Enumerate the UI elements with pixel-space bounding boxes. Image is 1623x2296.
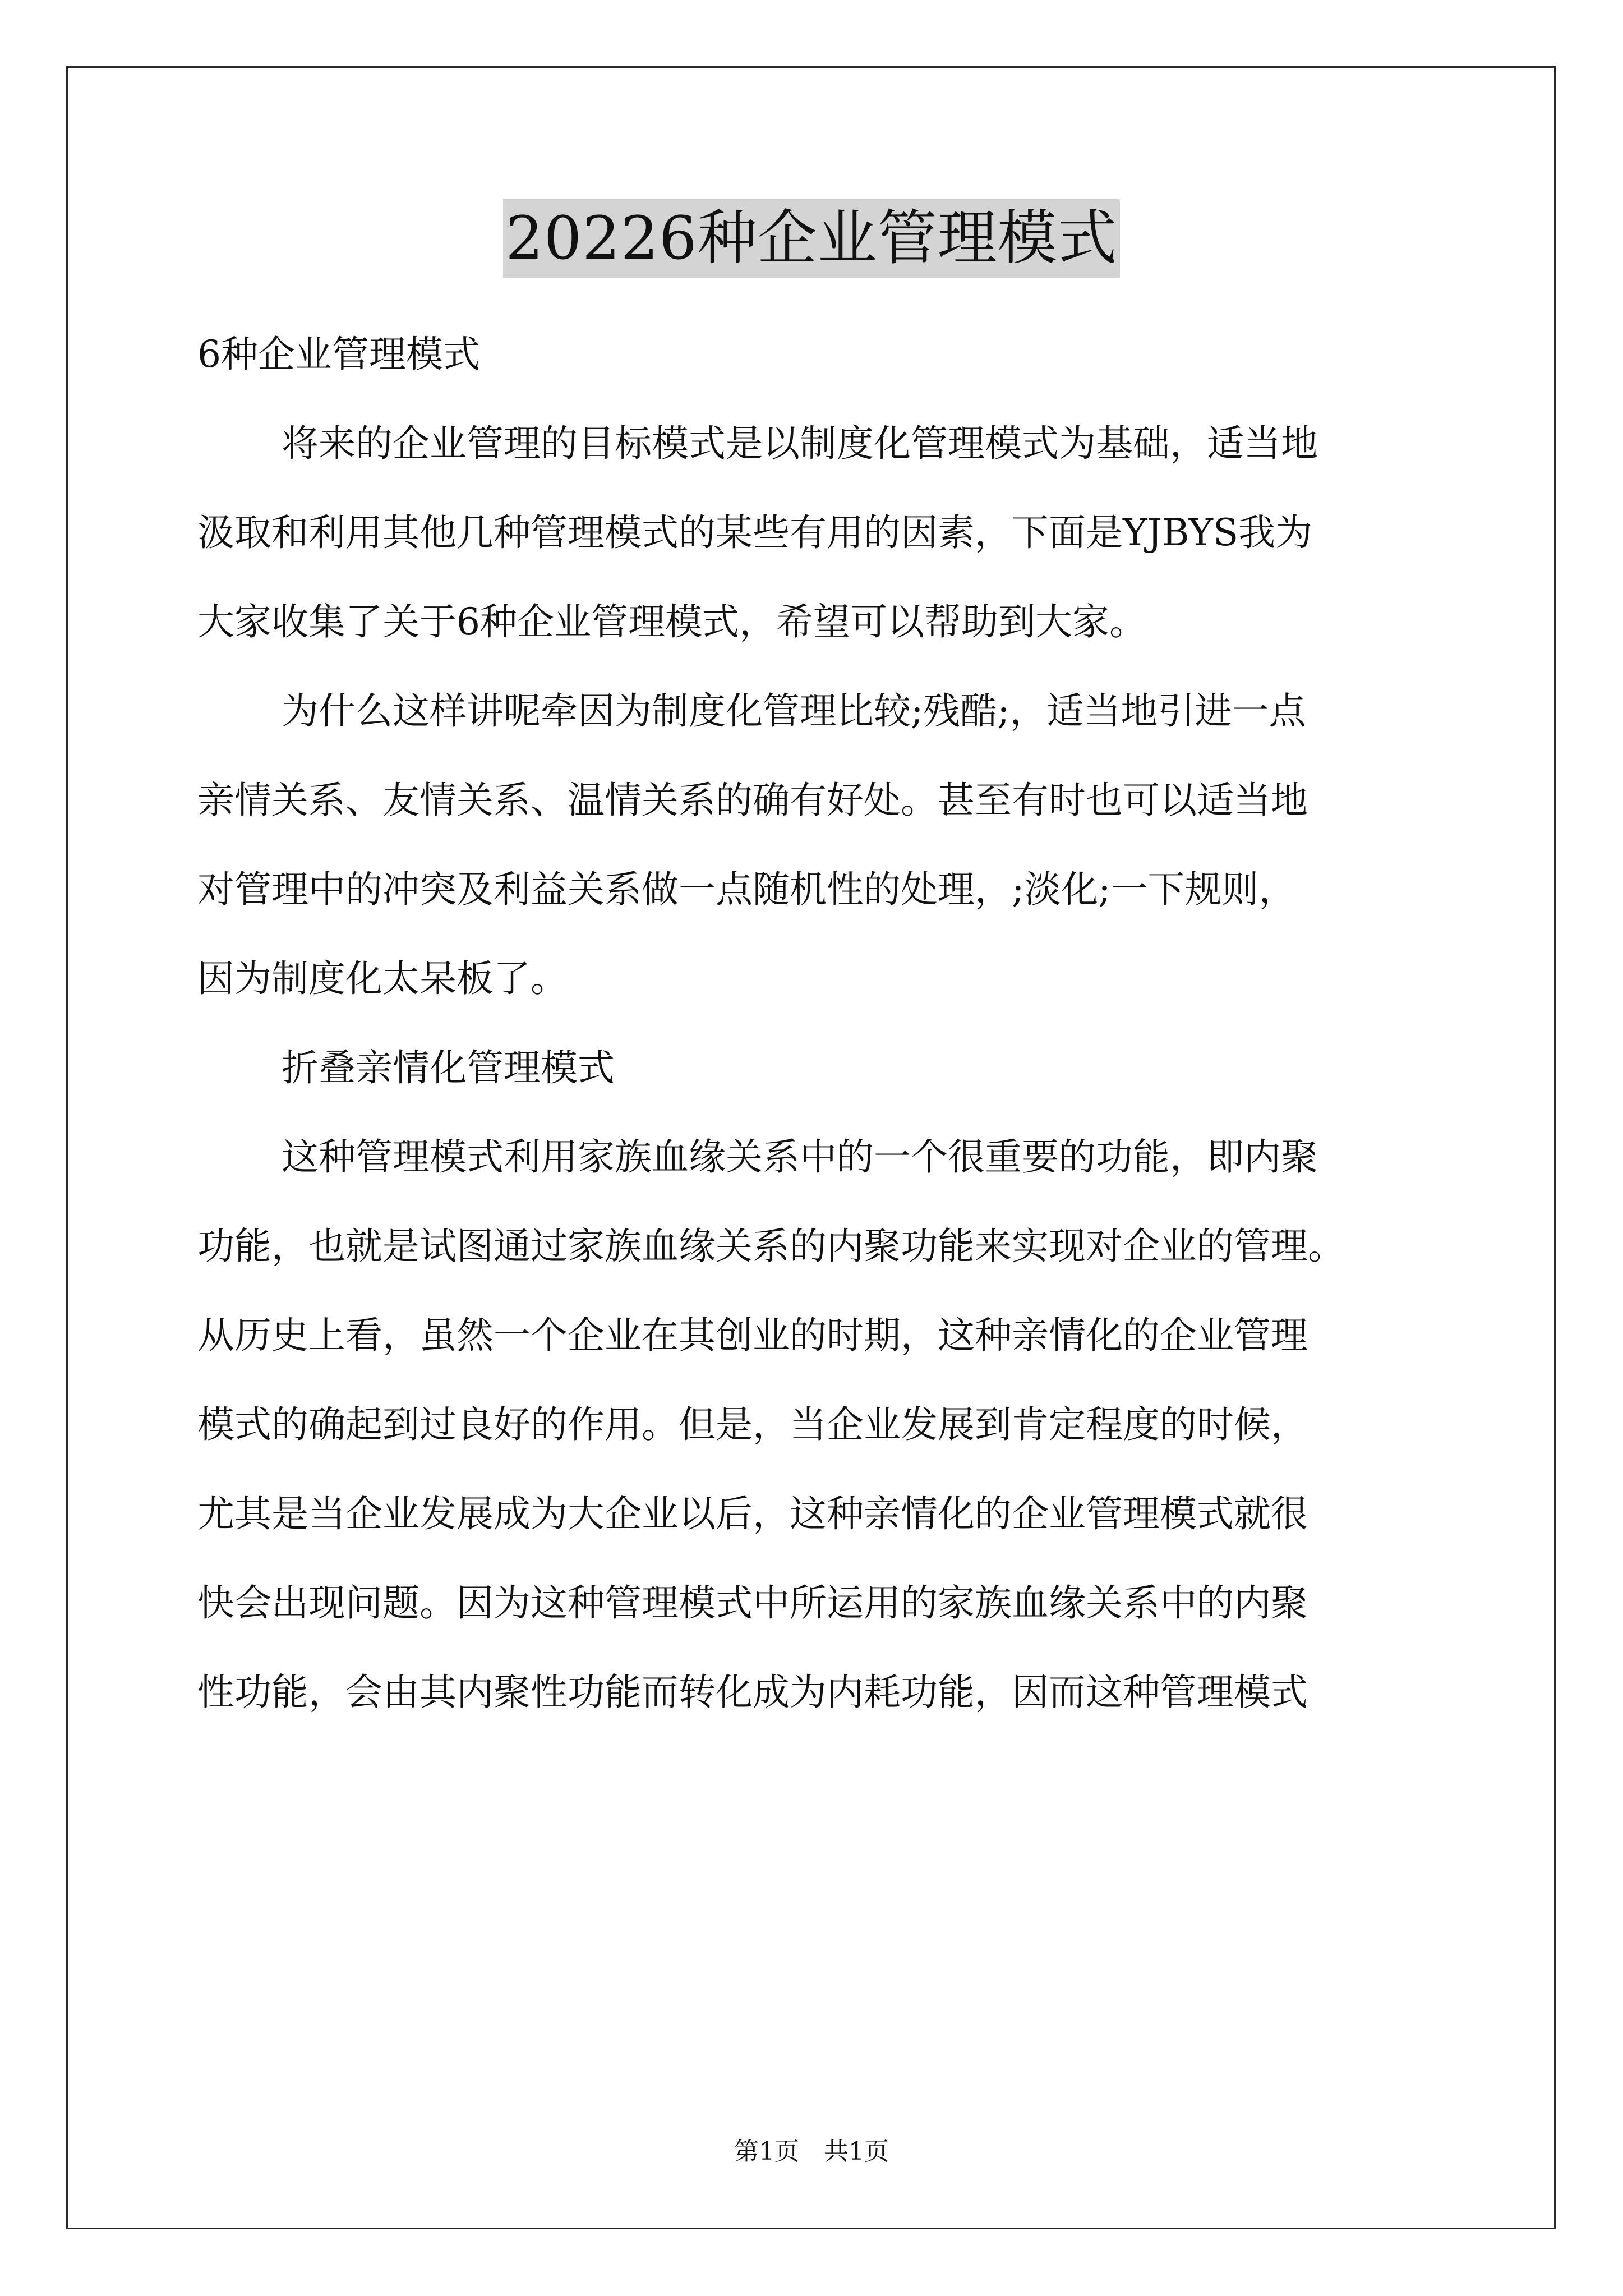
paragraph-line: 性功能，会由其内聚性功能而转化成为内耗功能，因而这种管理模式 (197, 1671, 1308, 1714)
paragraph-line: 这种管理模式利用家族血缘关系中的一个很重要的功能，即内聚 (282, 1135, 1318, 1179)
paragraph-line: 为什么这样讲呢牵因为制度化管理比较;残酷;，适当地引进一点 (282, 689, 1306, 733)
title-container (0, 199, 1623, 278)
paragraph-line: 大家收集了关于6种企业管理模式，希望可以帮助到大家。 (197, 600, 1146, 643)
page-footer: 第1页 共1页 (734, 2137, 889, 2166)
paragraph-line: 功能，也就是试图通过家族血缘关系的内聚功能来实现对企业的管理。 (197, 1225, 1345, 1268)
paragraph-line: 尤其是当企业发展成为大企业以后，这种亲情化的企业管理模式就很 (197, 1492, 1308, 1535)
paragraph-line: 快会出现问题。因为这种管理模式中所运用的家族血缘关系中的内聚 (197, 1581, 1308, 1625)
document-subtitle: 6种企业管理模式 (197, 333, 480, 376)
paragraph-line: 将来的企业管理的目标模式是以制度化管理模式为基础，适当地 (282, 422, 1318, 465)
paragraph (197, 399, 1454, 666)
paragraph-line: 对管理中的冲突及利益关系做一点随机性的处理，;淡化;一下规则， (197, 868, 1296, 911)
paragraph (197, 666, 1454, 1023)
document-title: 20226种企业管理模式 (503, 199, 1119, 278)
section-heading-text: 折叠亲情化管理模式 (282, 1046, 615, 1089)
paragraph-line: 模式的确起到过良好的作用。但是，当企业发展到肯定程度的时候， (197, 1403, 1308, 1446)
document-body (197, 310, 1454, 1737)
paragraph-line: 因为制度化太呆板了。 (197, 957, 568, 1000)
paragraph (197, 1112, 1454, 1737)
paragraph-line: 汲取和利用其他几种管理模式的某些有用的因素，下面是YJBYS我为 (197, 511, 1313, 554)
paragraph-line: 亲情关系、友情关系、温情关系的确有好处。甚至有时也可以适当地 (197, 779, 1308, 822)
section-heading (197, 1023, 1454, 1112)
paragraph-line: 从历史上看，虽然一个企业在其创业的时期，这种亲情化的企业管理 (197, 1314, 1308, 1357)
